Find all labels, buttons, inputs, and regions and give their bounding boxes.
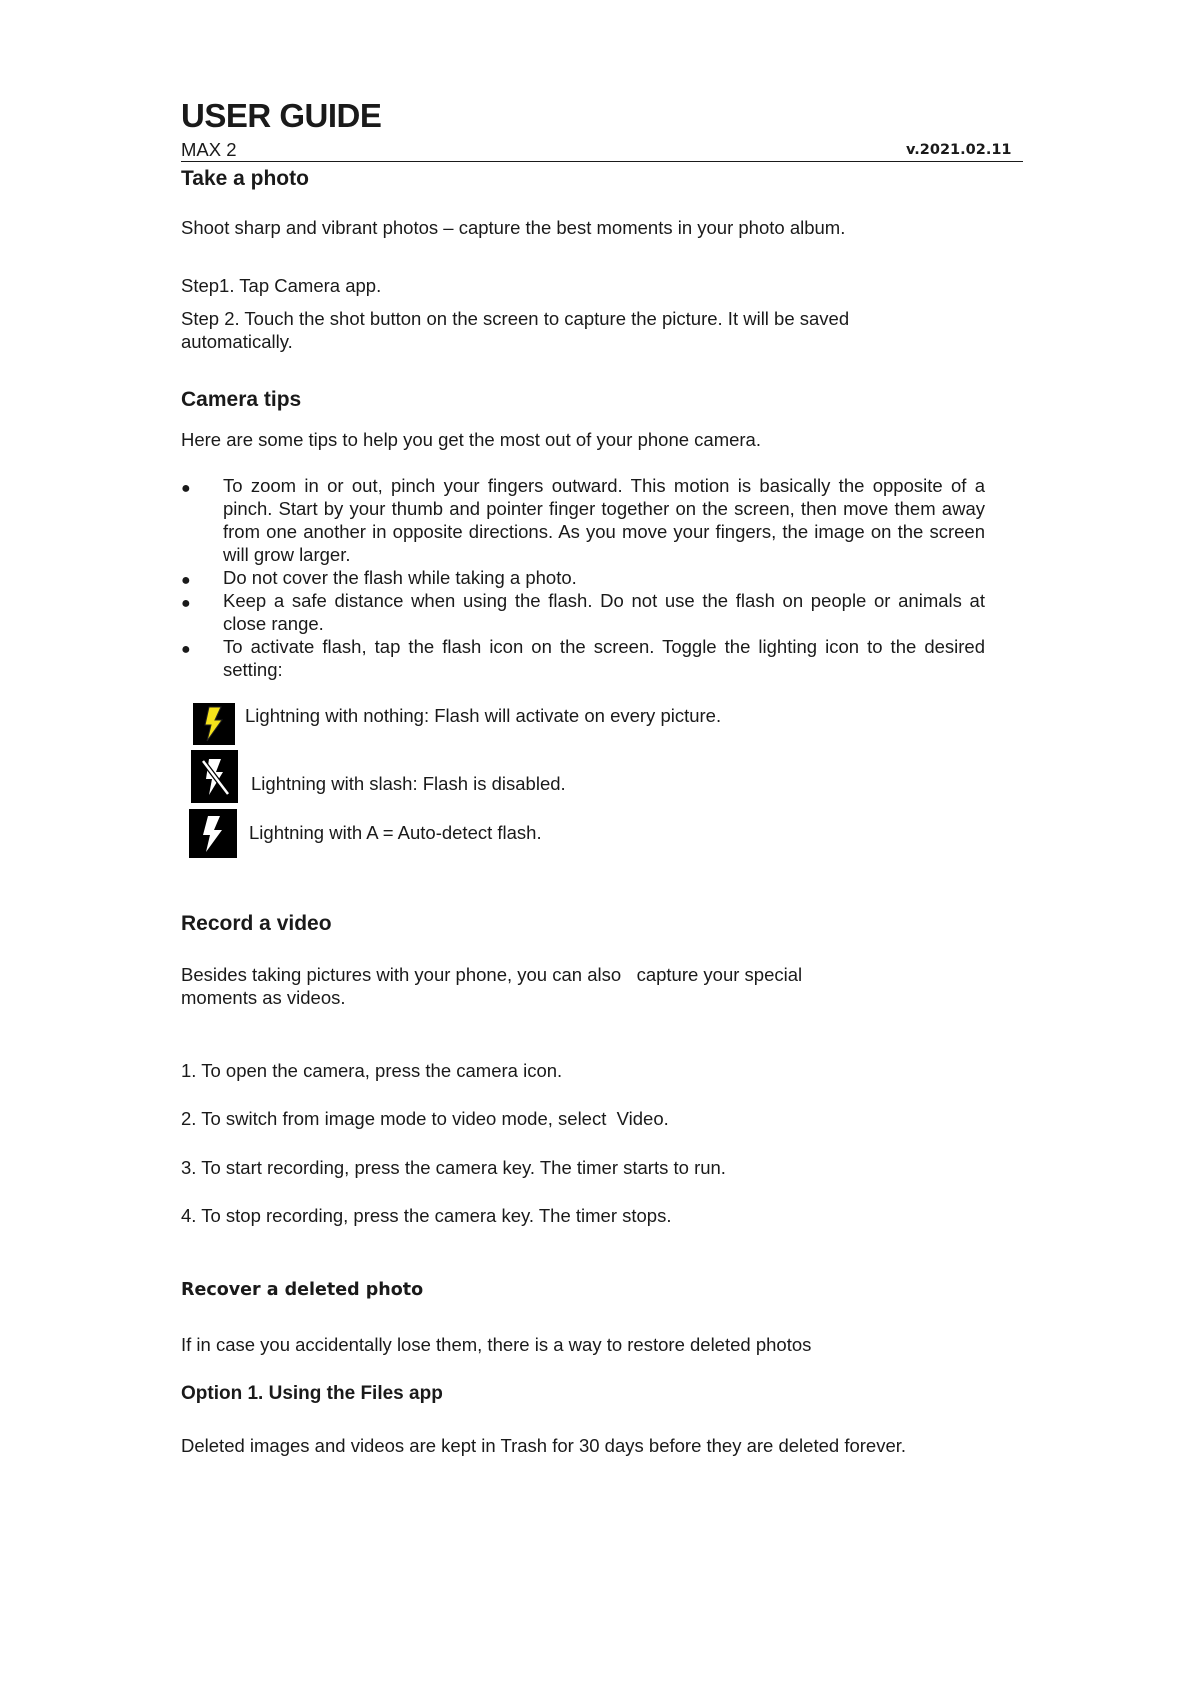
video-step: 1. To open the camera, press the camera icon. [181,1060,563,1081]
document-title: USER GUIDE [181,97,382,134]
take-photo-step1: Step1. Tap Camera app. [181,275,382,296]
bullet-marker: ● [181,572,191,589]
flash-on-icon [193,703,235,745]
recover-heading: Recover a deleted photo [181,1280,424,1300]
header-divider [181,161,1023,162]
flash-mode-label: Lightning with slash: Flash is disabled. [251,773,566,794]
flash-mode-label: Lightning with A = Auto-detect flash. [249,822,542,843]
list-item: Do not cover the flash while taking a photo. [223,567,577,588]
flash-auto-icon [189,809,237,858]
list-item: Keep a safe distance when using the flash. Do not use the flash on people or animals at close range. [223,590,985,634]
model-name: MAX 2 [181,139,237,160]
take-photo-step2-line1: Step 2. Touch the shot button on the screen to capture the picture. It will be saved [181,308,850,329]
camera-tips-intro: Here are some tips to help you get the most out of your phone camera. [181,429,761,450]
record-video-intro-line1: Besides taking pictures with your phone, you can also capture your special [181,964,803,985]
recover-option-text: Deleted images and videos are kept in Trash for 30 days before they are deleted forever. [181,1435,907,1456]
video-step: 4. To stop recording, press the camera key. The timer stops. [181,1205,672,1226]
video-step: 2. To switch from image mode to video mode, select Video. [181,1108,669,1129]
recover-option-heading: Option 1. Using the Files app [181,1383,443,1404]
flash-off-icon [191,750,238,803]
record-video-intro-line2: moments as videos. [181,987,346,1008]
recover-intro: If in case you accidentally lose them, there is a way to restore deleted photos [181,1334,812,1355]
take-photo-heading: Take a photo [181,167,309,190]
list-item: To activate flash, tap the flash icon on the screen. Toggle the lighting icon to the desired setting: [223,636,985,680]
version-label: v.2021.02.11 [906,142,1012,158]
take-photo-intro: Shoot sharp and vibrant photos – capture the best moments in your photo album. [181,217,846,238]
video-step: 3. To start recording, press the camera key. The timer starts to run. [181,1157,726,1178]
record-video-heading: Record a video [181,912,332,935]
bullet-marker: ● [181,641,191,658]
take-photo-step2-line2: automatically. [181,331,293,352]
bullet-marker: ● [181,595,191,612]
flash-mode-label: Lightning with nothing: Flash will activate on every picture. [245,705,722,726]
bullet-marker: ● [181,480,191,497]
camera-tips-heading: Camera tips [181,388,302,411]
list-item: To zoom in or out, pinch your fingers outward. This motion is basically the opposite of a pinch. Start by your thumb and pointer finger together on the screen, then move them away from one another in opposite directions. As you move your fingers, the image on the screen will grow larger. [223,475,985,565]
